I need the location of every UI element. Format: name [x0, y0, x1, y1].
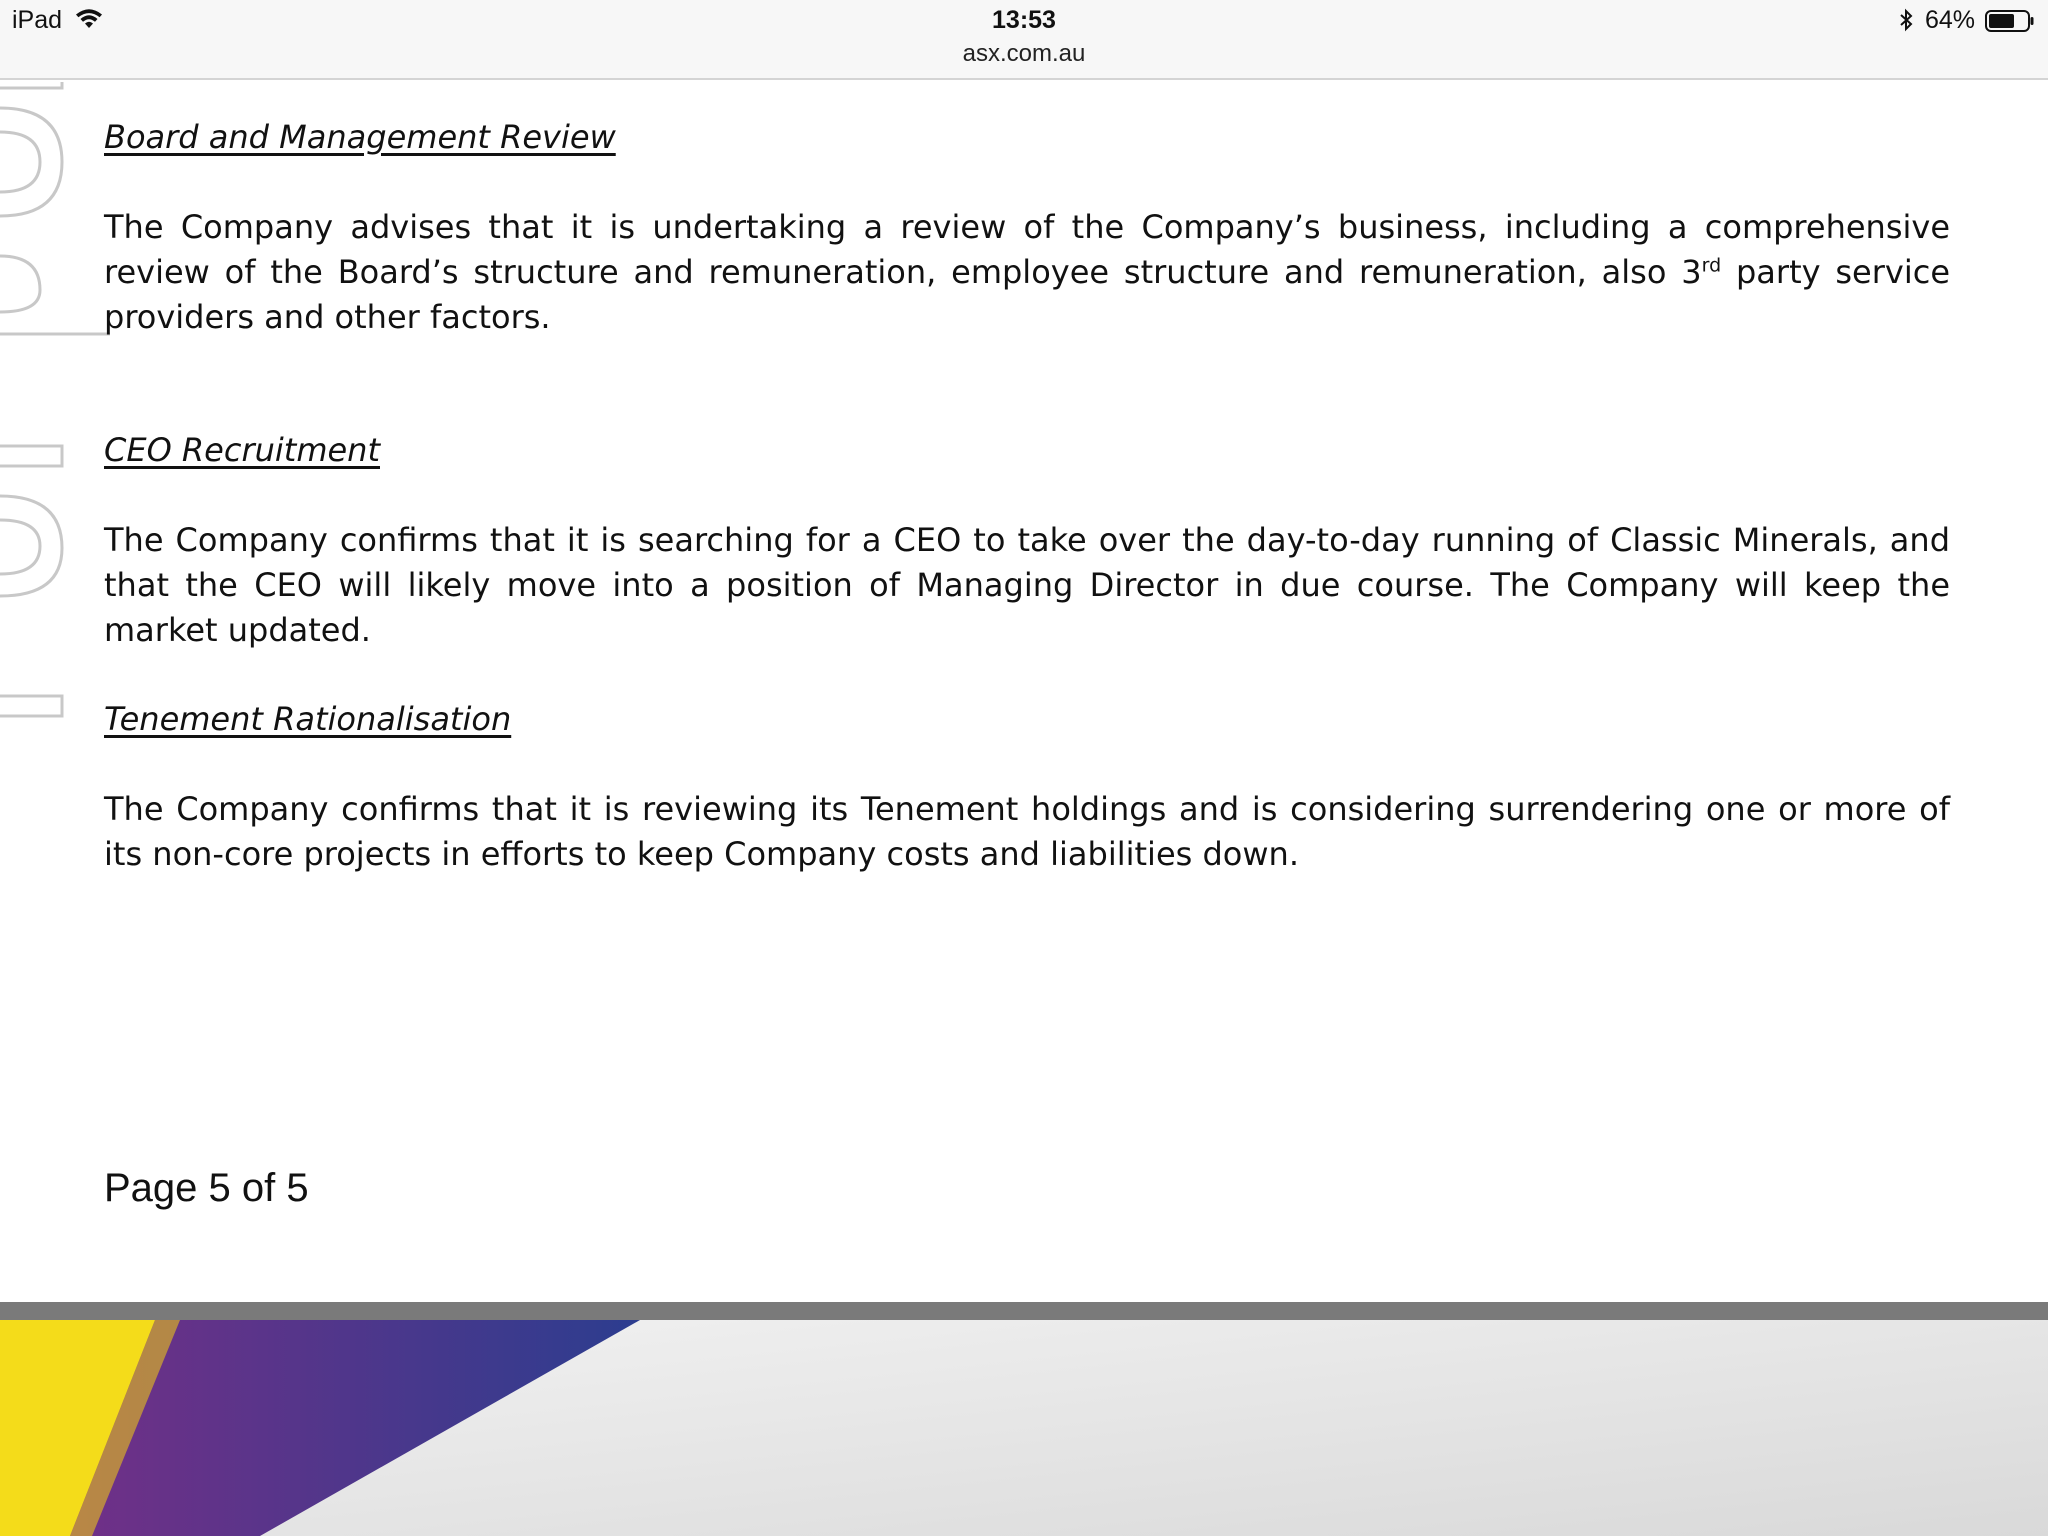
section-heading-tenement-rationalisation: Tenement Rationalisation	[104, 700, 512, 738]
paragraph-tenement-rationalisation: The Company confirms that it is reviewing its Tenement holdings and is considering surrendering one or more of its non-core projects in efforts to keep Company costs and liabilities down.	[104, 790, 1950, 873]
footer-banner-graphic	[0, 1320, 2048, 1536]
bluetooth-icon	[1898, 8, 1914, 32]
paragraph-text: party service providers and other factors.	[104, 253, 1951, 336]
paragraph-text: The Company advises that it is undertaking a review of the Company’s business, including a comprehensive review of the Board’s structure and remuneration, employee structure and remuneration, also 3	[104, 208, 1950, 291]
section-heading-board-review: Board and Management Review	[104, 118, 616, 156]
superscript-text: rd	[1701, 254, 1722, 277]
clock: 13:53	[992, 6, 1056, 34]
document-page	[0, 80, 2048, 1304]
watermark-graphic	[0, 80, 120, 740]
device-name: iPad	[12, 6, 63, 34]
paragraph-ceo-recruitment: The Company confirms that it is searching for a CEO to take over the day-to-day running of Classic Minerals, and that the CEO will likely move into a position of Managing Director in due course. The Company will keep the market updated.	[104, 521, 1950, 649]
address-bar-url[interactable]: asx.com.au	[962, 40, 1086, 67]
battery-percentage: 64%	[1925, 6, 1976, 34]
status-bar	[0, 0, 2048, 80]
page-number: Page 5 of 5	[104, 1166, 309, 1210]
paragraph-board-review	[104, 205, 1950, 340]
battery-icon	[1985, 10, 2035, 32]
page-divider	[0, 1302, 2048, 1320]
section-heading-ceo-recruitment: CEO Recruitment	[104, 431, 380, 469]
